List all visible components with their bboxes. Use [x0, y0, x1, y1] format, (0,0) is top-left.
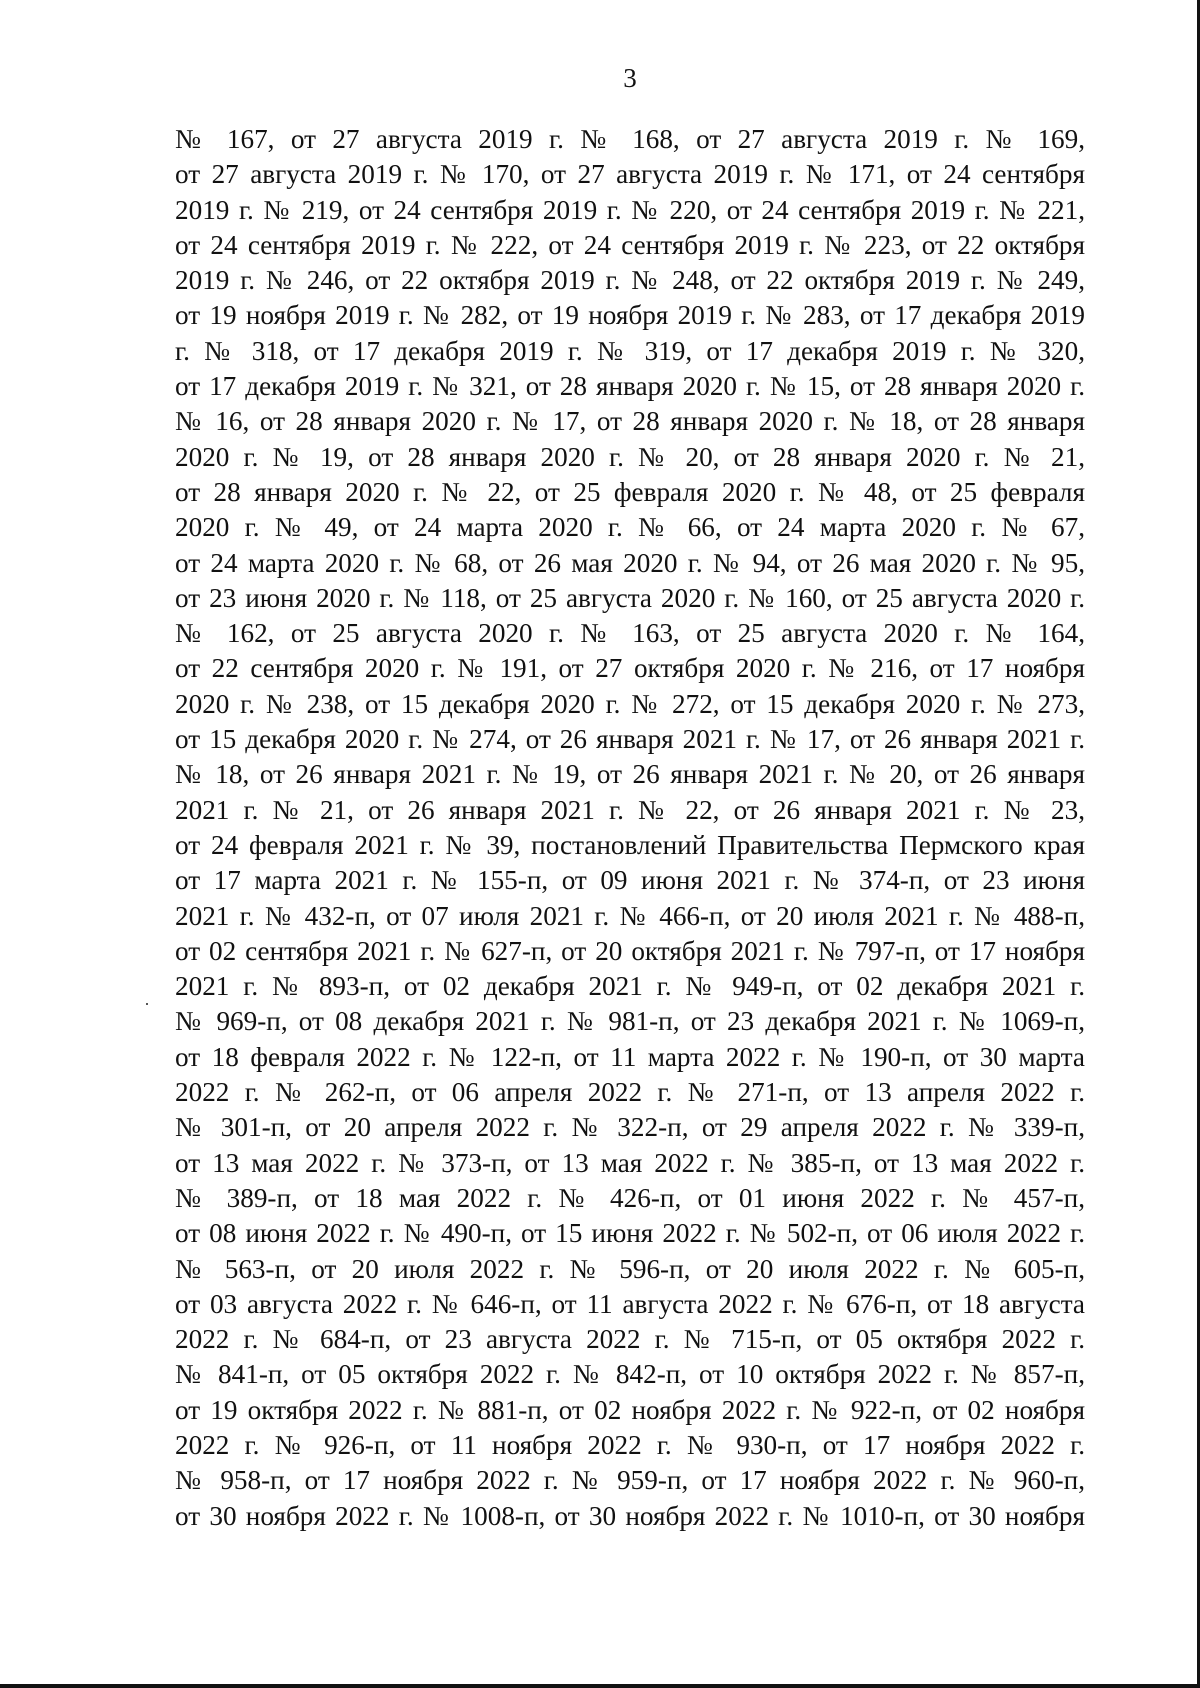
text-line: 2020 г. № 238, от 15 декабря 2020 г. № 272, от 15 декабря 2020 г. № 273, — [175, 688, 1085, 719]
document-body-text — [175, 122, 1085, 1534]
text-line: 2019 г. № 246, от 22 октября 2019 г. № 248, от 22 октября 2019 г. № 249, — [175, 265, 1085, 296]
text-line: от 15 декабря 2020 г. № 274, от 26 января 2021 г. № 17, от 26 января 2021 г. — [175, 724, 1085, 755]
text-line: № 167, от 27 августа 2019 г. № 168, от 27 августа 2019 г. № 169, — [175, 124, 1085, 154]
text-line: от 17 марта 2021 г. № 155-п, от 09 июня 2021 г. № 374-п, от 23 июня — [175, 865, 1085, 896]
page-number: 3 — [623, 63, 637, 93]
text-line: № 841-п, от 05 октября 2022 г. № 842-п, от 10 октября 2022 г. № 857-п, — [175, 1359, 1085, 1390]
text-line: от 17 декабря 2019 г. № 321, от 28 января 2020 г. № 15, от 28 января 2020 г. — [175, 371, 1085, 402]
text-line: от 22 сентября 2020 г. № 191, от 27 октября 2020 г. № 216, от 17 ноября — [175, 653, 1085, 684]
text-line: от 03 августа 2022 г. № 646-п, от 11 августа 2022 г. № 676-п, от 18 августа — [175, 1288, 1085, 1319]
text-line: от 24 сентября 2019 г. № 222, от 24 сентября 2019 г. № 223, от 22 октября — [175, 229, 1085, 260]
text-line: 2022 г. № 684-п, от 23 августа 2022 г. № 715-п, от 05 октября 2022 г. — [175, 1324, 1085, 1355]
text-line: от 02 сентября 2021 г. № 627-п, от 20 октября 2021 г. № 797-п, от 17 ноября — [175, 935, 1085, 966]
text-line: от 08 июня 2022 г. № 490-п, от 15 июня 2022 г. № 502-п, от 06 июля 2022 г. — [175, 1218, 1085, 1249]
scan-edge-bottom — [0, 1684, 1200, 1688]
text-line: 2021 г. № 893-п, от 02 декабря 2021 г. № 949-п, от 02 декабря 2021 г. — [175, 971, 1085, 1002]
text-line: 2021 г. № 21, от 26 января 2021 г. № 22, от 26 января 2021 г. № 23, — [175, 794, 1085, 825]
text-line: 2022 г. № 926-п, от 11 ноября 2022 г. № 930-п, от 17 ноября 2022 г. — [175, 1429, 1085, 1460]
text-line: от 13 мая 2022 г. № 373-п, от 13 мая 2022 г. № 385-п, от 13 мая 2022 г. — [175, 1147, 1085, 1178]
text-line: № 16, от 28 января 2020 г. № 17, от 28 января 2020 г. № 18, от 28 января — [175, 406, 1085, 437]
text-line: 2019 г. № 219, от 24 сентября 2019 г. № 220, от 24 сентября 2019 г. № 221, — [175, 194, 1085, 225]
text-line: от 19 ноября 2019 г. № 282, от 19 ноября 2019 г. № 283, от 17 декабря 2019 — [175, 300, 1085, 331]
scan-dot — [146, 1003, 148, 1005]
text-line: г. № 318, от 17 декабря 2019 г. № 319, от 17 декабря 2019 г. № 320, — [175, 335, 1085, 366]
text-line: № 18, от 26 января 2021 г. № 19, от 26 января 2021 г. № 20, от 26 января — [175, 759, 1085, 790]
text-line: от 24 марта 2020 г. № 68, от 26 мая 2020 г. № 94, от 26 мая 2020 г. № 95, — [175, 547, 1085, 578]
text-line: 2020 г. № 49, от 24 марта 2020 г. № 66, от 24 марта 2020 г. № 67, — [175, 512, 1085, 543]
text-line: № 389-п, от 18 мая 2022 г. № 426-п, от 01 июня 2022 г. № 457-п, — [175, 1182, 1085, 1213]
text-line: от 28 января 2020 г. № 22, от 25 февраля 2020 г. № 48, от 25 февраля — [175, 476, 1085, 507]
text-line: от 24 февраля 2021 г. № 39, постановлений Правительства Пермского края — [175, 829, 1085, 860]
text-line: от 19 октября 2022 г. № 881-п, от 02 ноября 2022 г. № 922-п, от 02 ноября — [175, 1394, 1085, 1425]
text-line: № 969-п, от 08 декабря 2021 г. № 981-п, от 23 декабря 2021 г. № 1069-п, — [175, 1006, 1085, 1037]
text-line: № 301-п, от 20 апреля 2022 г. № 322-п, от 29 апреля 2022 г. № 339-п, — [175, 1112, 1085, 1143]
text-line: № 162, от 25 августа 2020 г. № 163, от 25 августа 2020 г. № 164, — [175, 618, 1085, 649]
text-line: 2022 г. № 262-п, от 06 апреля 2022 г. № 271-п, от 13 апреля 2022 г. — [175, 1077, 1085, 1108]
text-line: № 563-п, от 20 июля 2022 г. № 596-п, от 20 июля 2022 г. № 605-п, — [175, 1253, 1085, 1284]
text-line: № 958-п, от 17 ноября 2022 г. № 959-п, от 17 ноября 2022 г. № 960-п, — [175, 1465, 1085, 1496]
text-line: от 30 ноября 2022 г. № 1008-п, от 30 ноября 2022 г. № 1010-п, от 30 ноября — [175, 1500, 1085, 1531]
text-line: от 23 июня 2020 г. № 118, от 25 августа 2020 г. № 160, от 25 августа 2020 г. — [175, 582, 1085, 613]
text-line: 2020 г. № 19, от 28 января 2020 г. № 20, от 28 января 2020 г. № 21, — [175, 441, 1085, 472]
text-line: от 27 августа 2019 г. № 170, от 27 августа 2019 г. № 171, от 24 сентября — [175, 159, 1085, 190]
text-line: от 18 февраля 2022 г. № 122-п, от 11 марта 2022 г. № 190-п, от 30 марта — [175, 1041, 1085, 1072]
text-line: 2021 г. № 432-п, от 07 июля 2021 г. № 466-п, от 20 июля 2021 г. № 488-п, — [175, 900, 1085, 931]
